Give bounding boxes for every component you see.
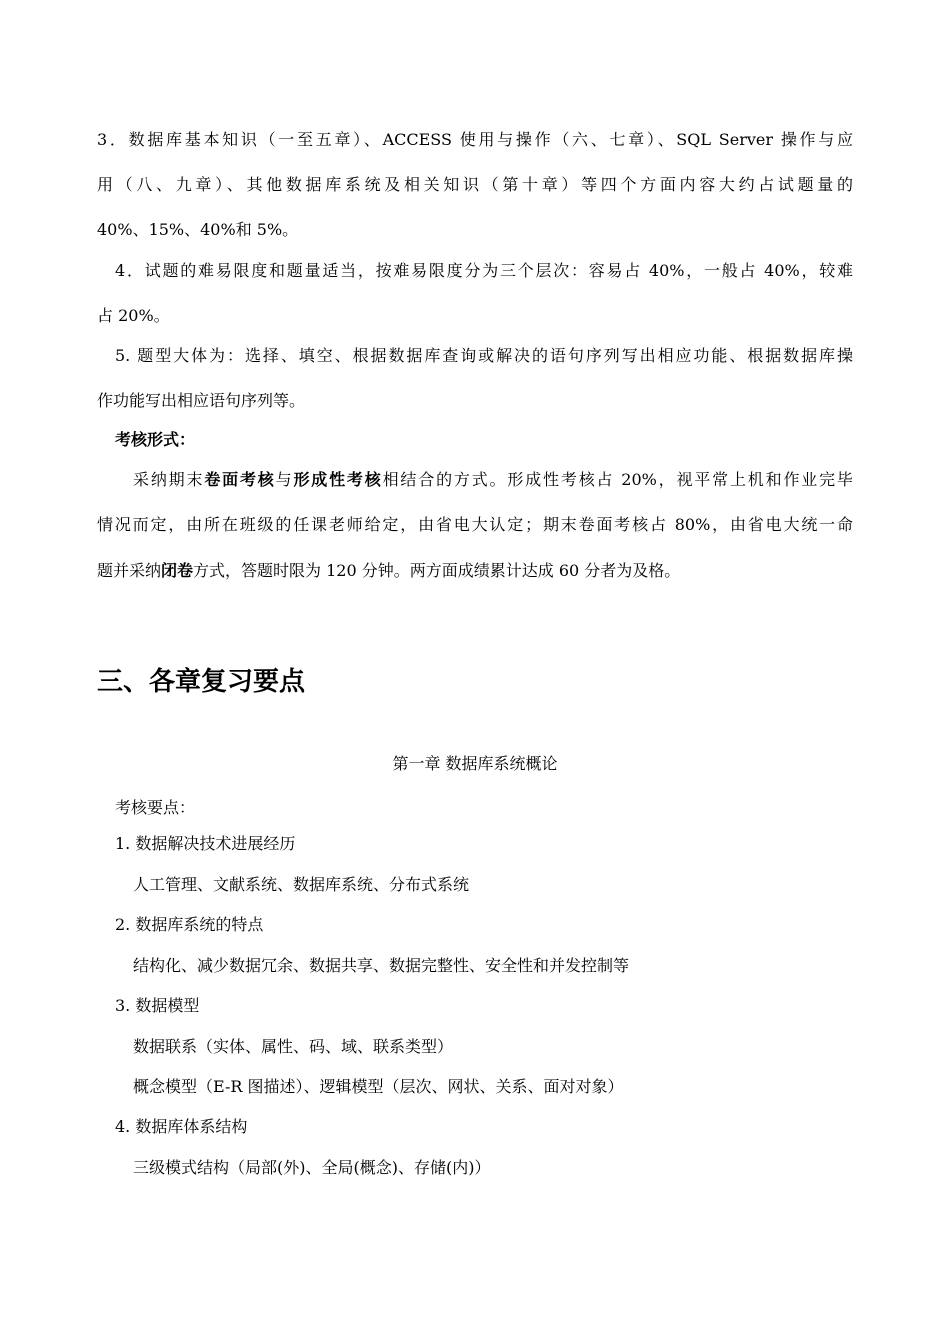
exam-form-line1: [133, 470, 853, 490]
exam-form-bold-paper: 卷面考核: [204, 470, 276, 489]
list-item: 数据联系（实体、属性、码、域、联系类型）: [133, 1037, 454, 1056]
exam-form-line3: [97, 561, 680, 581]
chapter-title: 第一章 数据库系统概论: [392, 754, 558, 773]
para4-line2: 占 20%。: [97, 306, 170, 325]
exam-form-bold-formative: 形成性考核: [293, 470, 383, 489]
list-item: 2. 数据库系统的特点: [115, 915, 264, 934]
exam-form-text: 与: [275, 470, 294, 489]
para4-line1: 4．试题的难易限度和题量适当，按难易限度分为三个层次：容易占 40%，一般占 40%，较难: [115, 261, 853, 280]
list-item: 三级模式结构（局部(外)、全局(概念)、存储(内)）: [133, 1158, 491, 1177]
para3-line2: 用（八、九章）、其他数据库系统及相关知识（第十章）等四个方面内容大约占试题量的: [97, 175, 853, 194]
list-item: 1. 数据解决技术进展经历: [115, 834, 296, 853]
list-item: 概念模型（E-R 图描述）、逻辑模型（层次、网状、关系、面对对象）: [133, 1077, 624, 1096]
exam-form-bold-closed: 闭卷: [161, 561, 194, 580]
list-item: 人工管理、文献系统、数据库系统、分布式系统: [133, 875, 470, 894]
list-item: 4. 数据库体系结构: [115, 1117, 248, 1136]
exam-form-text: 采纳期末: [133, 470, 205, 489]
section-title: 三、各章复习要点: [97, 667, 306, 697]
para5-line2: 作功能写出相应语句序列等。: [97, 391, 306, 410]
list-item: 3. 数据模型: [115, 996, 200, 1015]
exam-form-line2: 情况而定，由所在班级的任课老师给定，由省电大认定；期末卷面考核占 80%，由省电大统一命: [97, 515, 853, 534]
para3-line1: 3．数据库基本知识（一至五章）、ACCESS 使用与操作（六、七章）、SQL Server 操作与应: [97, 130, 853, 149]
para3-line3: 40%、15%、40%和 5%。: [97, 220, 299, 239]
exam-form-text: 相结合的方式。形成性考核占 20%，视平常上机和作业完毕: [382, 470, 853, 489]
list-item: 结构化、减少数据冗余、数据共享、数据完整性、安全性和并发控制等: [133, 956, 630, 975]
exam-form-text: 方式，答题时限为 120 分钟。两方面成绩累计达成 60 分者为及格。: [193, 561, 681, 580]
para5-line1: 5. 题型大体为：选择、填空、根据数据库查询或解决的语句序列写出相应功能、根据数据库操: [115, 346, 853, 365]
exam-form-text: 题并采纳: [97, 561, 162, 580]
exam-form-heading: 考核形式：: [115, 430, 196, 449]
key-points-label: 考核要点：: [115, 798, 196, 817]
